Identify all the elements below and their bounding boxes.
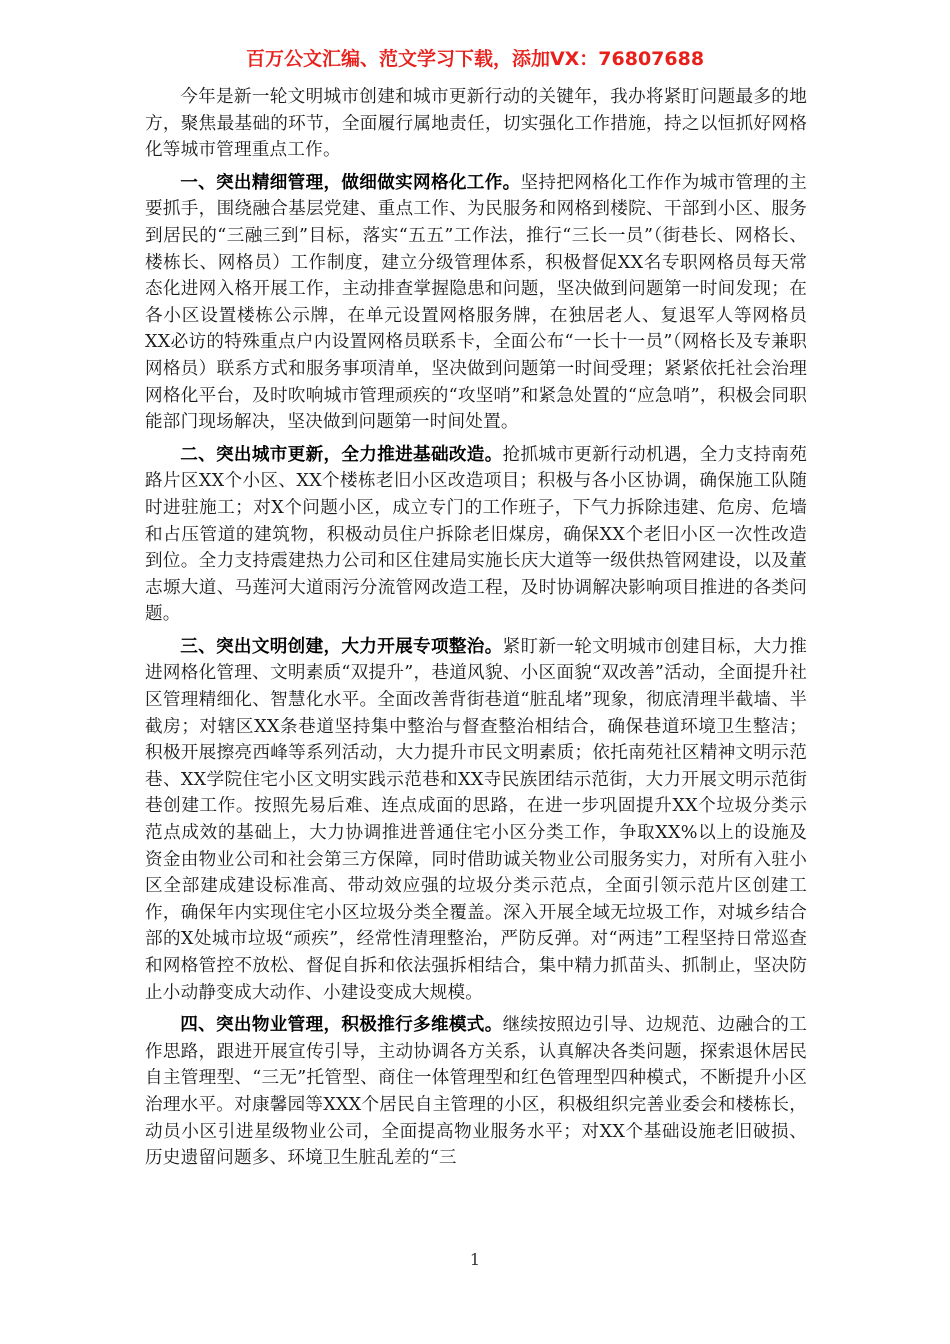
section-1-text: 坚持把网格化工作作为城市管理的主要抓手，围绕融合基层党建、重点工作、为民服务和网格到楼院、干部到小区、服务到居民的“三融三到”目标，落实“五五”工作法，推行“三长一员”（街巷长、网格长、楼栋长、网格员）工作制度，建立分级管理体系，积极督促XX名专职网格员每天常态化进网入格开展工作，主动排查掌握隐患和问题，坚决做到问题第一时间发现；在各小区设置楼栋公示牌，在单元设置网格服务牌，在独居老人、复退军人等网格员XX必访的特殊重点户内设置网格员联系卡，全面公布“一长十一员”（网格长及专兼职网格员）联系方式和服务事项清单，坚决做到问题第一时间受理；紧紧依托社会治理网格化平台，及时吹响城市管理顽疾的“攻坚哨”和紧急处置的“应急哨”，积极会同职能部门现场解决，坚决做到问题第一时间处置。 [145, 172, 807, 433]
section-2-text: 抢抓城市更新行动机遇，全力支持南苑路片区XX个小区、XX个楼栋老旧小区改造项目；积极与各小区协调，确保施工队随时进驻施工；对X个问题小区，成立专门的工作班子，下气力拆除违建、危房、危墙和占压管道的建筑物，积极动员住户拆除老旧煤房，确保XX个老旧小区一次性改造到位。全力支持震建热力公司和区住建局实施长庆大道等一级供热管网建设，以及董志塬大道、马莲河大道雨污分流管网改造工程，及时协调解决影响项目推进的各类问题。 [145, 444, 807, 625]
paragraph-section-4 [145, 1012, 807, 1172]
section-3-heading: 三、突出文明创建，大力开展专项整治。 [180, 635, 503, 657]
section-4-text: 继续按照边引导、边规范、边融合的工作思路，跟进开展宣传引导，主动协调各方关系，认真解决各类问题，探索退休居民自主管理型、“三无”托管型、商住一体管理型和红色管理型四种模式，不断提升小区治理水平。对康馨园等XXX个居民自主管理的小区，积极组织完善业委会和楼栋长，动员小区引进星级物业公司，全面提高物业服务水平；对XX个基础设施老旧破损、历史遗留问题多、环境卫生脏乱差的“三 [145, 1015, 807, 1169]
header-banner: 百万公文汇编、范文学习下载，添加VX：76807688 [245, 48, 705, 70]
paragraph-intro-text: 今年是新一轮文明城市创建和城市更新行动的关键年，我办将紧盯问题最多的地方，聚焦最基础的环节，全面履行属地责任，切实强化工作措施，持之以恒抓好网格化等城市管理重点工作。 [145, 87, 807, 161]
section-1-heading: 一、突出精细管理，做细做实网格化工作。 [180, 171, 521, 193]
page-number: 1 [469, 1250, 481, 1269]
section-2-heading: 二、突出城市更新，全力推进基础改造。 [180, 443, 503, 465]
section-4-heading: 四、突出物业管理，积极推行多维模式。 [180, 1014, 503, 1036]
document-body [145, 84, 807, 1178]
paragraph-section-2 [145, 442, 807, 628]
paragraph-section-1 [145, 170, 807, 436]
paragraph-section-3 [145, 634, 807, 1006]
section-3-text: 紧盯新一轮文明城市创建目标，大力推进网格化管理、文明素质“双提升”，巷道风貌、小区面貌“双改善”活动，全面提升社区管理精细化、智慧化水平。全面改善背街巷道“脏乱堵”现象，彻底清理半截墙、半截房；对辖区XX条巷道坚持集中整治与督查整治相结合，确保巷道环境卫生整洁；积极开展擦亮西峰等系列活动，大力提升市民文明素质；依托南苑社区精神文明示范巷、XX学院住宅小区文明实践示范巷和XX寺民族团结示范街，大力开展文明示范街巷创建工作。按照先易后难、连点成面的思路，在进一步巩固提升XX个垃圾分类示范点成效的基础上，大力协调推进普通住宅小区分类工作，争取XX%以上的设施及资金由物业公司和社会第三方保障，同时借助诚关物业公司服务实力，对所有入驻小区全部建成建设标准高、带动效应强的垃圾分类示范点，全面引领示范片区创建工作，确保年内实现住宅小区垃圾分类全覆盖。深入开展全域无垃圾工作，对城乡结合部的X处城市垃圾“顽疾”，经常性清理整治，严防反弹。对“两违”工程坚持日常巡查和网格管控不放松、督促自拆和依法强拆相结合，集中精力抓苗头、抓制止，坚决防止小动静变成大动作、小建设变成大规模。 [145, 636, 807, 1003]
paragraph-intro [145, 84, 807, 164]
